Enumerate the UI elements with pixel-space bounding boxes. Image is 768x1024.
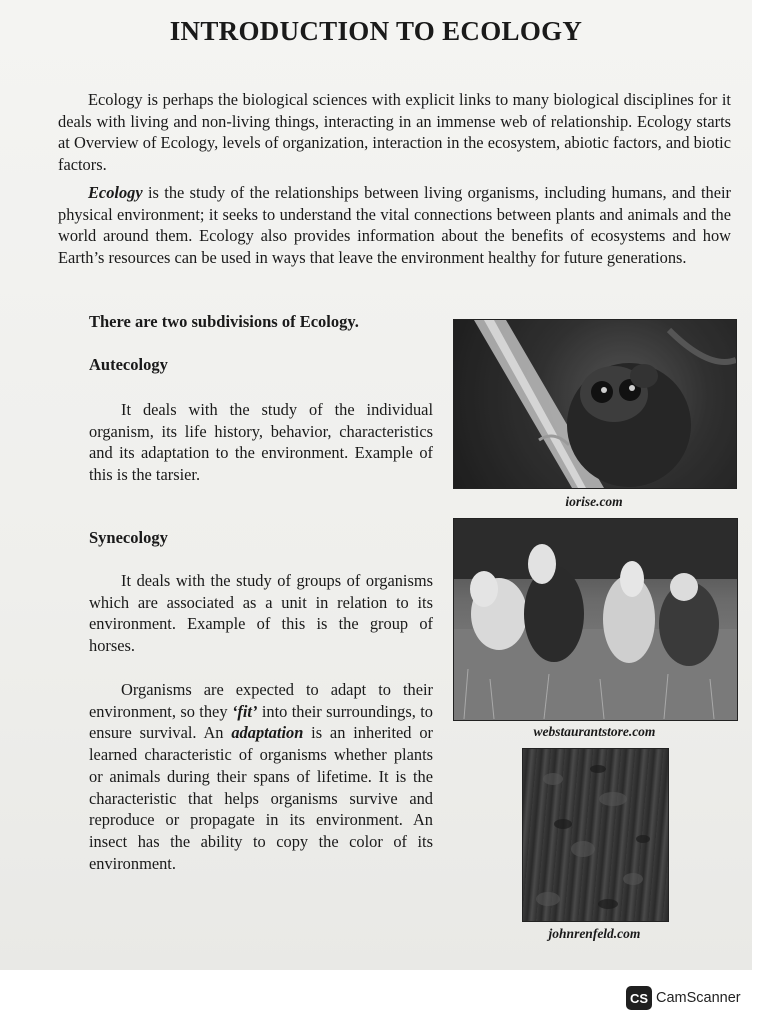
definition-text: is the study of the relationships between living organisms, including humans, and their physical environment; it seeks to understand the vital connections between plants and animals and the world around them. Ecology also provides information about the benefits of ecosystems and how Earth’s resources can be used in ways that leave the environment healthy for future generations. [58,183,731,267]
bark-photo [522,748,669,922]
adaptation-paragraph [89,679,433,874]
fit-term: ‘fit’ [231,701,258,721]
autecology-text: It deals with the study of the individual organism, its life history, behavior, characteristics and its adaptation to the environment. Example of this is the tarsier. [89,400,433,485]
horses-photo [453,518,738,721]
tarsier-illustration [454,320,736,488]
synecology-paragraph [89,570,433,657]
tarsier-caption: iorise.com [565,494,623,509]
camscanner-brand: CamScanner [656,990,741,1006]
ecology-term: Ecology [88,183,143,202]
adaptation-text-1: Organisms are expected to adapt to their environment, so they [89,680,433,721]
camscanner-watermark [626,986,741,1010]
intro-paragraph [58,89,731,175]
subdivisions-lead: There are two subdivisions of Ecology. [89,312,359,331]
bark-caption: johnrenfeld.com [548,926,641,941]
horses-illustration [454,519,737,720]
synecology-text: It deals with the study of groups of organisms which are associated as a unit in relation to its environment. Example of this is the group of horses. [89,571,433,656]
adaptation-term: adaptation [231,723,304,743]
tarsier-photo [453,319,737,489]
autecology-paragraph [89,399,433,486]
adaptation-text-2: into their surroundings, to ensure survival. An [89,701,433,743]
page-title: INTRODUCTION TO ECOLOGY [169,16,583,46]
adaptation-text-3: is an inherited or learned characteristic of organisms whether plants or animals during their spans of lifetime. It is the characteristic that helps organisms survive and reproduce or propagate in its environment. An insect has the ability to copy the color of its environment. [89,723,434,873]
synecology-heading: Synecology [89,528,168,547]
definition-paragraph [58,182,731,268]
intro-text: Ecology is perhaps the biological sciences with explicit links to many biological disciplines for it deals with living and non-living things, interacting in an immense web of relationship. Ecology starts at Overview of Ecology, levels of organization, interaction in the ecosystem, abiotic factors, and biotic factors. [58,90,731,174]
camscanner-logo-icon: CS [626,986,652,1010]
bark-illustration [523,749,668,921]
autecology-heading: Autecology [89,355,168,374]
horses-caption: webstaurantstore.com [533,724,656,739]
